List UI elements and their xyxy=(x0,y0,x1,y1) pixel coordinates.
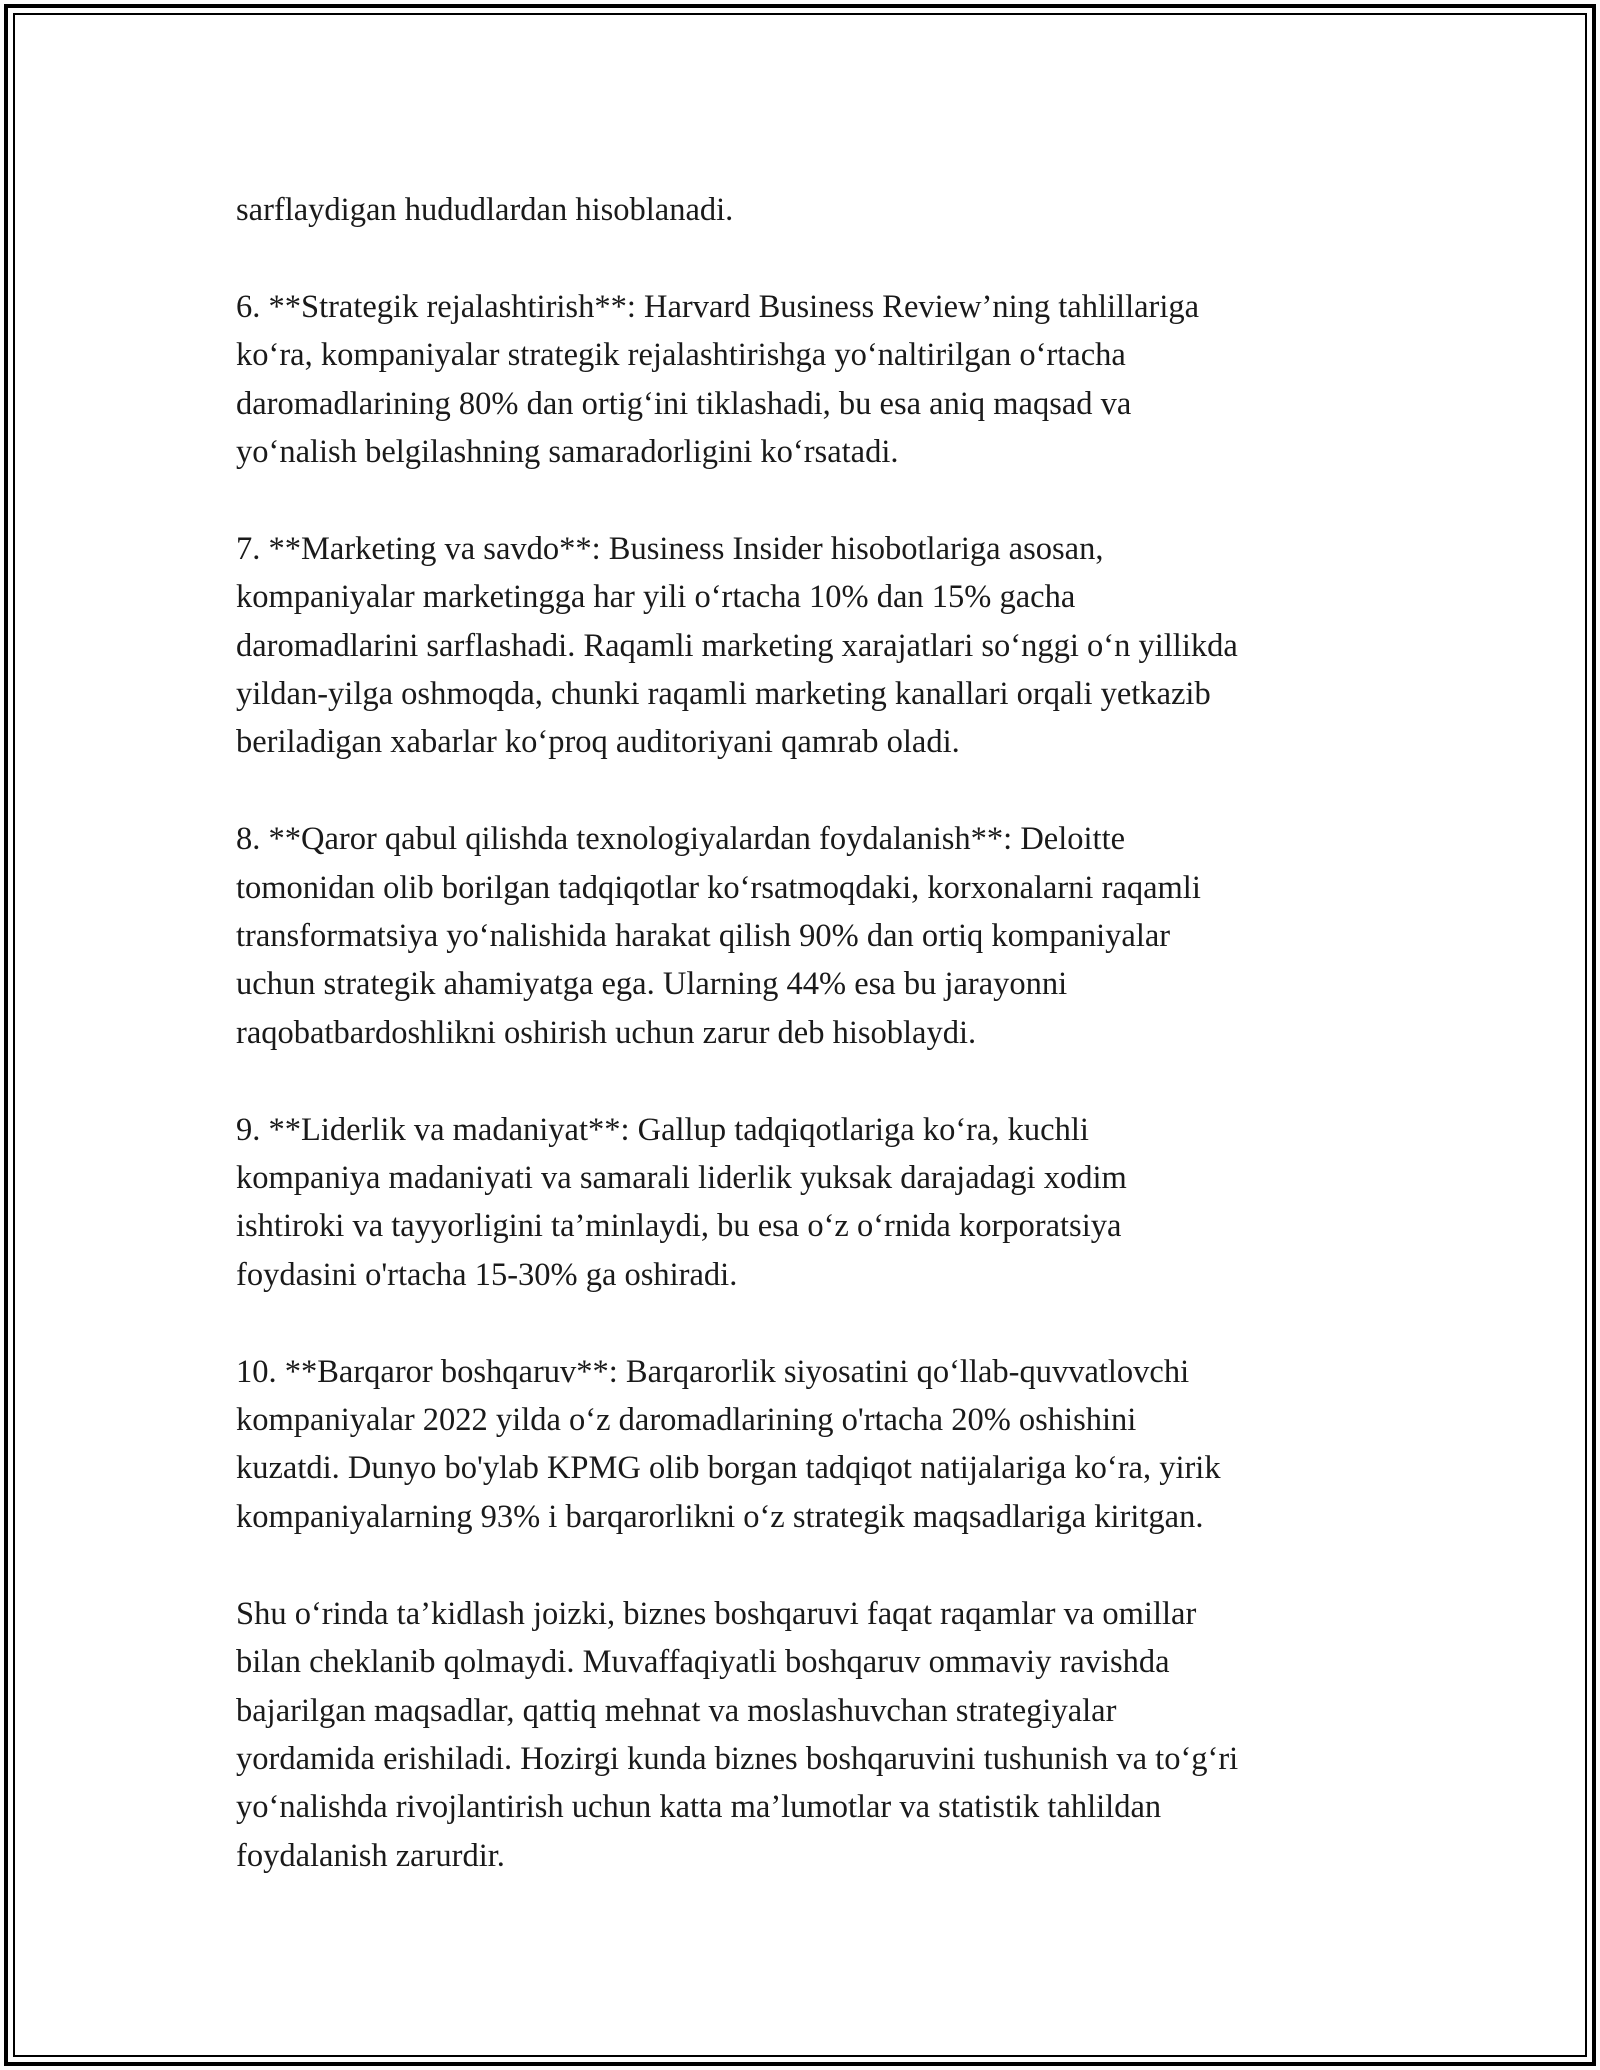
paragraph-conclusion: Shu o‘rinda ta’kidlash joizki, biznes boshqaruvi faqat raqamlar va omillar bilan cheklanib qolmaydi. Muvaffaqiyatli boshqaruv ommaviy ravishda bajarilgan maqsadlar, qattiq mehnat va moslashuvchan strategiyalar yordamida erishiladi. Hozirgi kunda biznes boshqaruvini tushunish va to‘g‘ri yo‘nalishda rivojlantirish uchun katta ma’lumotlar va statistik tahlildan foydalanish zarurdir. xyxy=(236,1595,1239,1874)
paragraph-strategic-planning: 6. **Strategik rejalashtirish**: Harvard Business Review’ning tahlillariga ko‘ra, kompaniyalar strategik rejalashtirishga yo‘naltirilgan o‘rtacha daromadlarining 80% dan ortig‘ini tiklashadi, bu esa aniq maqsad va yo‘nalish belgilashning samaradorligini ko‘rsatadi. xyxy=(236,288,1200,471)
document-body xyxy=(236,186,1386,1880)
paragraph-leadership-culture: 9. **Liderlik va madaniyat**: Gallup tadqiqotlariga ko‘ra, kuchli kompaniya madaniyati va samarali liderlik yuksak darajadagi xodim ishtiroki va tayyorligini ta’minlaydi, bu esa o‘z o‘rnida korporatsiya foydasini o'rtacha 15-30% ga oshiradi. xyxy=(236,1111,1127,1293)
paragraph-technology-decisions: 8. **Qaror qabul qilishda texnologiyalardan foydalanish**: Deloitte tomonidan olib borilgan tadqiqotlar ko‘rsatmoqdaki, korxonalarni raqamli transformatsiya yo‘nalishida harakat qilish 90% dan ortiq kompaniyalar uchun strategik ahamiyatga ega. Ularning 44% esa bu jarayonni raqobatbardoshlikni oshirish uchun zarur deb hisoblaydi. xyxy=(236,821,1201,1051)
paragraph-sustainable-management: 10. **Barqaror boshqaruv**: Barqarorlik siyosatini qo‘llab-quvvatlovchi kompaniyalar 2022 yilda o‘z daromadlarining o'rtacha 20% oshishini kuzatdi. Dunyo bo'ylab KPMG olib borgan tadqiqot natijalariga ko‘ra, yirik kompaniyalarning 93% i barqarorlikni o‘z strategik maqsadlariga kiritgan. xyxy=(236,1353,1221,1535)
paragraph-marketing-sales: 7. **Marketing va savdo**: Business Insider hisobotlariga asosan, kompaniyalar marketingga har yili o‘rtacha 10% dan 15% gacha daromadlarini sarflashadi. Raqamli marketing xarajatlari so‘nggi o‘n yillikda yildan-yilga oshmoqda, chunki raqamli marketing kanallari orqali yetkazib beriladigan xabarlar ko‘proq auditoriyani qamrab oladi. xyxy=(236,530,1238,761)
paragraph-continuation: sarflaydigan hududlardan hisoblanadi. xyxy=(236,192,734,228)
